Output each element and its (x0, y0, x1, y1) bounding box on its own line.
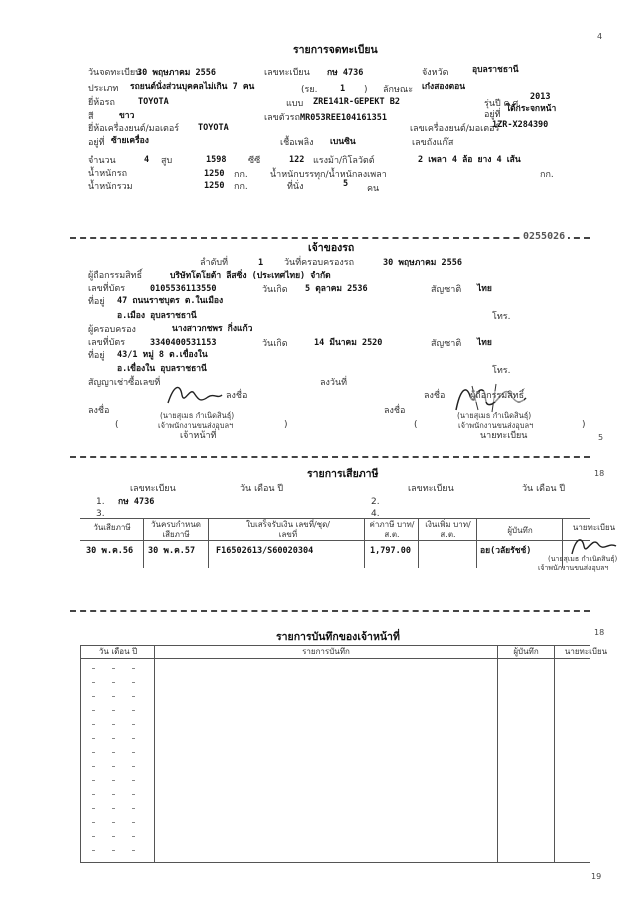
tank-label: เลขถังแก๊ส (412, 138, 454, 148)
record-date-dot (112, 752, 115, 753)
rs-label: (รย. (301, 85, 318, 95)
legal-owner: บริษัทโตโยต้า ลีสซิ่ง (ประเทศไทย) จำกัด (170, 271, 331, 281)
cylinder-label: จำนวน (88, 156, 116, 166)
cylinders: 4 (144, 155, 150, 165)
record-date-dot (132, 696, 135, 697)
tax-header-extra: เงินเพิ่ม บาท/ส.ต. (425, 520, 471, 539)
nat-label: สัญชาติ (431, 285, 462, 295)
tax-registrar-name: (นายสุเมธ กำเนิดสินธุ์) (548, 555, 618, 563)
fuel-label: เชื้อเพลิง (280, 138, 314, 148)
owner-title: เจ้าของรถ (308, 242, 355, 254)
tax-amount: 1,797.00 (370, 546, 411, 556)
reg-date: 30 พฤษภาคม 2556 (137, 68, 216, 78)
tax-idx-2: 2. (371, 497, 380, 507)
record-date-dot (132, 850, 135, 851)
chassis-number: MR053REE104161351 (300, 113, 387, 123)
owner-divider (70, 456, 590, 458)
sign-label-3: ลงชื่อ (88, 406, 110, 416)
tax-date-col-2: วัน เดือน ปี (522, 484, 566, 494)
records-table-top (80, 645, 590, 646)
page-number-bottom: 19 (591, 872, 602, 881)
officer-name-2: (นายสุเมธ กำเนิดสินธุ์) (457, 411, 532, 420)
fuel: เบนซิน (330, 137, 356, 147)
tax-plate-col-2: เลขทะเบียน (408, 484, 454, 494)
records-col-3 (497, 645, 498, 862)
addr-label: ที่อยู่ (88, 297, 105, 307)
paren-open-1: ( (115, 420, 119, 430)
record-date-dot (92, 752, 95, 753)
province-label: จังหวัด (422, 68, 449, 78)
paren-close-1: ) (284, 420, 288, 430)
engine-brand-label: ยี่ห้อเครื่องยนต์/มอเตอร์ (88, 124, 180, 134)
tax-plate-1: กษ 4736 (118, 497, 155, 507)
record-date-dot (132, 808, 135, 809)
holder-id: 3340400531153 (150, 338, 217, 348)
tax-recorder: อย(วลัยรัชช์) (480, 546, 532, 556)
record-date-dot (132, 668, 135, 669)
hp-unit: แรงม้า/กิโลวัตต์ (313, 156, 375, 166)
record-date-dot (92, 780, 95, 781)
records-header-registrar: นายทะเบียน (564, 647, 608, 656)
record-date-dot (92, 710, 95, 711)
brand-label: ยี่ห้อรถ (88, 98, 115, 108)
tax-header-paid: วันเสียภาษี (93, 523, 131, 532)
cc-unit: ซีซี (248, 156, 261, 166)
record-date-dot (132, 822, 135, 823)
weight-label: น้ำหนักรถ (88, 169, 128, 179)
tax-paid-date: 30 พ.ค.56 (86, 546, 134, 556)
tax-idx-4: 4. (371, 509, 380, 519)
page-number-top: 4 (597, 32, 603, 41)
owner-nat: ไทย (477, 284, 492, 294)
seats-unit: คน (367, 184, 380, 194)
record-date-dot (92, 808, 95, 809)
owner-date: 30 พฤษภาคม 2556 (383, 258, 462, 268)
tax-header-receipt: ใบเสร็จรับเงิน เลขที่/ชุด/เลขที่ (245, 520, 330, 539)
vehicle-type: รถยนต์นั่งส่วนบุคคลไม่เกิน 7 คน (130, 82, 255, 92)
rs-value: 1 (340, 84, 346, 94)
gross-unit: กก. (234, 182, 248, 192)
brand: TOYOTA (138, 97, 169, 107)
record-date-dot (92, 738, 95, 739)
horsepower: 122 (289, 155, 305, 165)
record-date-dot (92, 682, 95, 683)
record-date-dot (132, 766, 135, 767)
record-date-dot (112, 808, 115, 809)
record-date-dot (132, 710, 135, 711)
tax-col-3 (364, 518, 365, 568)
tax-header-registrar: นายทะเบียน (572, 523, 616, 532)
record-date-dot (112, 836, 115, 837)
seats: 5 (343, 179, 349, 189)
tax-col-4 (418, 518, 419, 568)
chassis-label: เลขตัวรถ (264, 113, 300, 123)
plate-label: เลขทะเบียน (264, 68, 310, 78)
engine-loc-label: อยู่ที่ (88, 138, 105, 148)
gross-label: น้ำหนักรวม (88, 182, 133, 192)
holder: นางสาวกชพร กิ่งแก้ว (172, 324, 253, 334)
tax-col-2 (208, 518, 209, 568)
record-date-dot (112, 710, 115, 711)
records-header-entry: รายการบันทึก (302, 647, 350, 656)
lease-label: สัญญาเช่าซื้อเลขที่ (88, 378, 161, 388)
paren-close-2: ) (582, 420, 586, 430)
id-label: เลขที่บัตร (88, 284, 126, 294)
owner-address-2: อ.เมือง อุบลราชธานี (117, 311, 197, 321)
tax-col-5 (476, 518, 477, 568)
tax-col-1 (143, 518, 144, 568)
location-label: อยู่ที่ (484, 110, 501, 120)
type-label: ประเภท (88, 84, 119, 94)
record-date-dot (92, 836, 95, 837)
owner-dob: 5 ตุลาคม 2536 (305, 284, 368, 294)
record-date-dot (92, 822, 95, 823)
holder-address-2: อ.เขื่องใน อุบลราชธานี (117, 364, 207, 374)
id2-label: เลขที่บัตร (88, 338, 126, 348)
registrar-title: นายทะเบียน (480, 431, 528, 441)
order-label: ลำดับที่ (200, 258, 229, 268)
legal-owner-label: ผู้ถือกรรมสิทธิ์ (88, 271, 143, 281)
model-year: 2013 (530, 92, 551, 102)
load-label: น้ำหนักบรรทุก/น้ำหนักลงเพลา (270, 170, 387, 180)
tax-idx-1: 1. (96, 497, 105, 507)
order: 1 (258, 258, 264, 268)
officer-name-1: (นายสุเมธ กำเนิดสินธุ์) (160, 411, 235, 420)
record-date-dot (112, 668, 115, 669)
model: ZRE141R-GEPEKT B2 (313, 97, 400, 107)
registration-title: รายการจดทะเบียน (293, 44, 378, 56)
dob2-label: วันเกิด (262, 339, 288, 349)
weight-unit: กก. (234, 170, 248, 180)
dob-label: วันเกิด (262, 285, 288, 295)
holder-nat: ไทย (477, 338, 492, 348)
rs-close: ) (364, 85, 368, 95)
style-label: ลักษณะ (383, 85, 414, 95)
records-col-4 (554, 645, 555, 862)
tax-header-recorder: ผู้บันทึก (507, 526, 533, 535)
engine-location: ซ้ายเครื่อง (111, 136, 149, 146)
page-number-record: 18 (594, 628, 605, 637)
chassis-location: ใต้กระจกหน้า (506, 104, 557, 114)
gross-weight: 1250 (204, 181, 225, 191)
record-date-dot (112, 738, 115, 739)
owner-id: 0105536113550 (150, 284, 217, 294)
sign-label-2: ลงชื่อ (424, 391, 446, 401)
officer-signature-1 (164, 381, 224, 409)
engine-cc: 1598 (206, 155, 227, 165)
tax-registrar-role: เจ้าพนักงานขนส่งอุบลฯ (538, 564, 609, 572)
lease-date-label: ลงวันที่ (320, 378, 348, 388)
record-date-dot (112, 850, 115, 851)
tax-due-date: 30 พ.ค.57 (148, 546, 196, 556)
axle-info: 2 เพลา 4 ล้อ ยาง 4 เส้น (418, 155, 521, 165)
engine-no-label: เลขเครื่องยนต์/มอเตอร์ (410, 124, 500, 134)
registration-divider (70, 237, 590, 239)
record-date-dot (92, 668, 95, 669)
record-date-dot (92, 766, 95, 767)
seats-label: ที่นั่ง (287, 182, 304, 192)
tax-receipt: F16502613/S60020304 (216, 546, 314, 556)
reg-date-label: วันจดทะเบียน (88, 68, 142, 78)
record-date-dot (112, 780, 115, 781)
record-date-dot (112, 724, 115, 725)
owner-address: 47 ถนนราชบุตร ต.ในเมือง (117, 296, 224, 306)
record-date-dot (112, 766, 115, 767)
record-date-dot (132, 794, 135, 795)
tax-table-top (80, 518, 590, 519)
tax-title: รายการเสียภาษี (307, 468, 379, 480)
tax-idx-3: 3. (96, 509, 105, 519)
sign-label-1: ลงชื่อ (226, 391, 248, 401)
records-header-bottom (80, 658, 590, 659)
record-date-dot (112, 794, 115, 795)
officer-title: เจ้าหน้าที่ (180, 431, 217, 441)
record-date-dot (92, 696, 95, 697)
load-unit: กก. (540, 170, 554, 180)
legal-owner-sign-label: ผู้ถือกรรมสิทธิ์ (470, 391, 525, 401)
records-col-2 (154, 645, 155, 862)
engine-number: 1ZR-X284390 (492, 120, 549, 130)
body-style: เก๋งสองตอน (422, 82, 466, 92)
color-label: สี (88, 112, 94, 122)
record-date-dot (132, 780, 135, 781)
nat2-label: สัญชาติ (431, 339, 462, 349)
tel2-label: โทร. (492, 366, 511, 376)
model-label: แบบ (286, 99, 304, 109)
tax-header-due: วันครบกำหนดเสียภาษี (151, 520, 201, 539)
record-date-dot (112, 682, 115, 683)
records-title: รายการบันทึกของเจ้าหน้าที่ (276, 631, 400, 643)
tax-header-bottom (80, 540, 590, 541)
record-date-dot (132, 836, 135, 837)
records-header-recorder: ผู้บันทึก (513, 647, 539, 656)
record-date-dot (92, 850, 95, 851)
tax-plate-col: เลขทะเบียน (130, 484, 176, 494)
record-date-dot (92, 724, 95, 725)
color: ขาว (119, 111, 135, 121)
holder-dob: 14 มีนาคม 2520 (314, 338, 383, 348)
records-table-bottom (80, 862, 590, 863)
sign-label-4: ลงชื่อ (384, 406, 406, 416)
holder-label: ผู้ครอบครอง (88, 325, 136, 335)
year-label: รุ่นปี ค.ศ. (484, 99, 522, 109)
record-date-dot (132, 752, 135, 753)
page-number-owner: 5 (598, 433, 604, 442)
records-header-date: วัน เดือน ปี (98, 647, 138, 656)
tax-date-col: วัน เดือน ปี (240, 484, 284, 494)
paren-open-2: ( (414, 420, 418, 430)
owner-date-label: วันที่ครอบครองรถ (284, 258, 355, 268)
record-date-dot (112, 696, 115, 697)
tax-divider (70, 610, 590, 612)
engine-brand: TOYOTA (198, 123, 229, 133)
province: อุบลราชธานี (472, 65, 519, 75)
record-date-dot (132, 682, 135, 683)
records-col-1 (80, 645, 81, 862)
record-date-dot (112, 822, 115, 823)
addr3-label: ที่อยู่ (88, 351, 105, 361)
officer-role-1: เจ้าพนักงานขนส่งอุบลฯ (158, 421, 234, 430)
cylinder-unit: สูบ (161, 156, 173, 166)
officer-role-2: เจ้าพนักงานขนส่งอุบลฯ (458, 421, 534, 430)
holder-address: 43/1 หมู่ 8 ต.เขื่องใน (117, 350, 208, 360)
vehicle-weight: 1250 (204, 169, 225, 179)
page-number-tax: 18 (594, 469, 605, 478)
stamp-number: 0255026 (520, 231, 568, 242)
record-date-dot (92, 794, 95, 795)
plate: กษ 4736 (327, 68, 364, 78)
tel-label: โทร. (492, 312, 511, 322)
record-date-dot (132, 724, 135, 725)
tax-header-amount: ค่าภาษี บาท/ส.ต. (369, 520, 415, 539)
record-date-dot (132, 738, 135, 739)
